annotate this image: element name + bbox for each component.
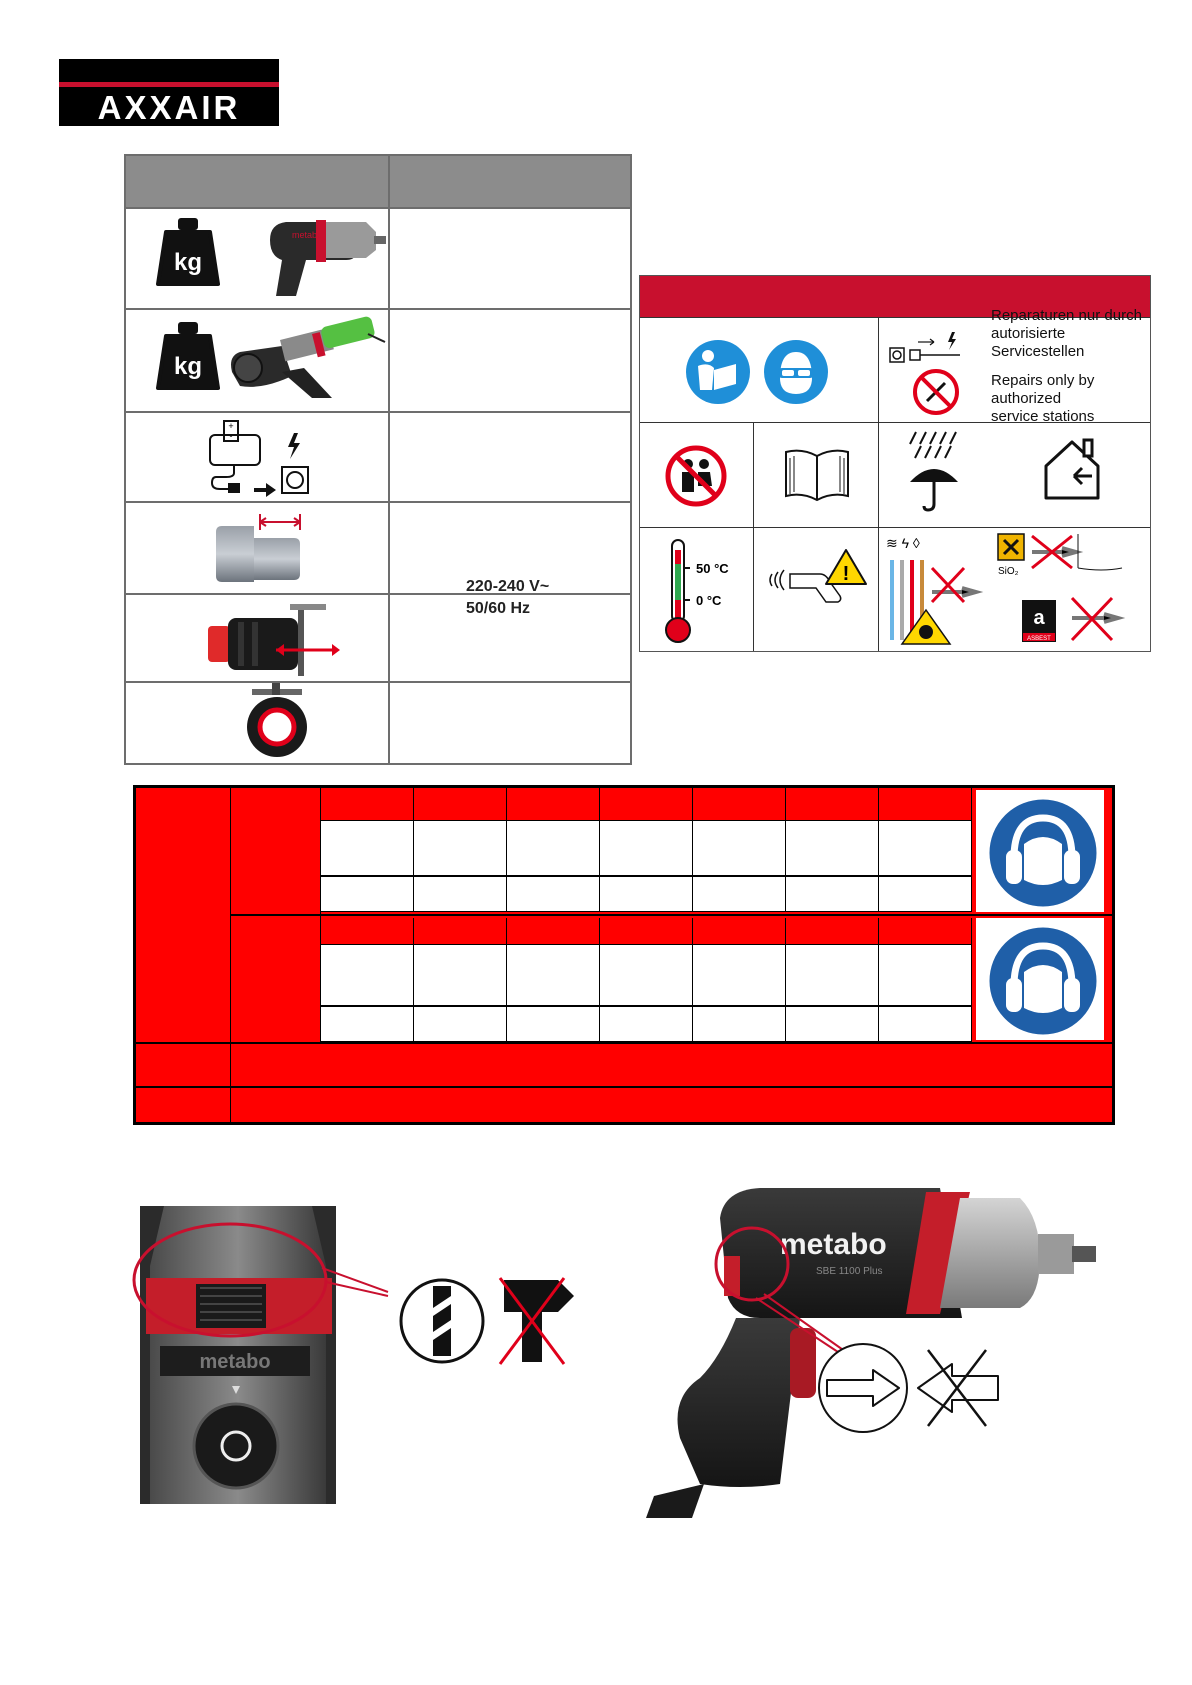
noise-table-cell (878, 1006, 972, 1042)
noise-table-gridline (878, 918, 879, 944)
logo-text: AXXAIR (97, 89, 241, 126)
spec-table (124, 154, 632, 765)
noise-table-cell (599, 944, 693, 1006)
noise-table-cell (692, 820, 786, 876)
noise-table-gridline (878, 788, 879, 820)
noise-table-cell (599, 1006, 693, 1042)
noise-table-cell (692, 944, 786, 1006)
svg-text:kg: kg (173, 249, 203, 276)
read-manual-icon (684, 338, 752, 406)
no-reverse-rotation-icon (912, 1346, 1002, 1430)
noise-table-gridline (785, 788, 786, 820)
indoor-use-icon (1040, 436, 1104, 502)
noise-table-cell (320, 1006, 414, 1042)
repair-notice-english (991, 372, 1150, 426)
noise-table-cell (878, 820, 972, 876)
forward-rotation-icon (815, 1340, 911, 1436)
repair-de-line2: autorisierte Servicestellen (991, 325, 1085, 360)
svg-text:-: - (229, 431, 233, 441)
direction-switch-highlight (714, 1224, 854, 1354)
plug-spark-icon (888, 328, 984, 368)
noise-table-cell (692, 876, 786, 912)
noise-table-gridline (230, 788, 231, 1122)
power-supply-icon (206, 417, 324, 499)
noise-table-gridline (320, 788, 321, 1036)
svg-text:metabo: metabo (292, 230, 323, 240)
hidden-lines-asbestos-warning-icon (882, 532, 1148, 648)
noise-table-cell (320, 944, 414, 1006)
warning-symbols-panel (639, 275, 1151, 652)
logo-red-line (59, 82, 279, 87)
noise-table-cell (878, 876, 972, 912)
noise-table-gridline (136, 1042, 1112, 1044)
no-self-repair-icon (912, 368, 960, 416)
noise-table-cell (692, 1006, 786, 1042)
drill-side-brand: metabo (780, 1228, 887, 1261)
noise-table-cell (413, 876, 507, 912)
supply-voltage: 220-240 V~ (466, 578, 550, 595)
noise-table-cell (599, 876, 693, 912)
repair-en-line1: Repairs only by authorized (991, 372, 1095, 407)
noise-table-cell (785, 944, 879, 1006)
feed-stroke-icon (198, 596, 348, 678)
noise-table-cell (785, 1006, 879, 1042)
noise-table-gridline (599, 918, 600, 944)
noise-table-gridline (971, 788, 972, 820)
drill-model-label: SBE 1100 Plus (816, 1266, 883, 1277)
weight-kg-icon (156, 322, 220, 390)
warning-divider (640, 527, 1150, 528)
noise-table-gridline (413, 788, 414, 820)
noise-table-cell (320, 820, 414, 876)
noise-table-gridline (599, 788, 600, 820)
svg-text:kg: kg (173, 353, 203, 380)
repair-de-line1: Reparaturen nur durch (991, 307, 1142, 324)
noise-table-gridline (506, 788, 507, 820)
supply-frequency: 50/60 Hz (466, 600, 531, 617)
spec-table-header (126, 156, 630, 209)
temperature-range-icon (658, 536, 752, 646)
spec-row-wall-thickness (126, 501, 630, 595)
spec-row-supply (126, 411, 630, 503)
noise-table-cell (413, 944, 507, 1006)
noise-table-cell (878, 944, 972, 1006)
temp-low-label: 0 °C (696, 593, 722, 608)
noise-table-gridline (785, 918, 786, 944)
noise-table-gridline (506, 918, 507, 944)
noise-table-gridline (971, 918, 972, 944)
ppe-icon-cell (974, 916, 1106, 1042)
machine-with-drill-image (222, 312, 387, 402)
noise-table-cell (506, 944, 600, 1006)
noise-table-gridline (413, 918, 414, 944)
warning-divider (878, 317, 879, 651)
noise-vibration-table (133, 785, 1115, 1125)
noise-table-cell (320, 876, 414, 912)
noise-table-cell (785, 876, 879, 912)
drill-image (256, 210, 386, 300)
noise-table-gridline (136, 1086, 1112, 1088)
noise-table-cell (599, 820, 693, 876)
noise-table-cell (506, 1006, 600, 1042)
no-hammer-mode-icon (498, 1276, 578, 1366)
ppe-icon-cell (974, 788, 1106, 914)
svg-text:≋ ϟ ◊: ≋ ϟ ◊ (886, 535, 920, 551)
noise-table-cell (506, 876, 600, 912)
noise-table-cell (785, 820, 879, 876)
manual-book-icon (782, 446, 852, 502)
wall-thickness-icon (210, 508, 310, 588)
noise-table-gridline (692, 788, 693, 820)
repair-en-line2: service stations (991, 408, 1095, 425)
noise-table-cell (413, 1006, 507, 1042)
noise-table-gridline (692, 918, 693, 944)
keep-dry-icon (902, 430, 966, 514)
temp-high-label: 50 °C (696, 561, 729, 576)
svg-text:!: ! (842, 563, 850, 585)
sio2-label: SiO₂ (998, 566, 1019, 577)
noise-table-cell (506, 820, 600, 876)
weight-kg-icon (156, 218, 220, 286)
noise-table-cell (413, 820, 507, 876)
mode-selector-highlight (130, 1220, 392, 1340)
eye-protection-icon (762, 338, 830, 406)
axxair-logo (59, 59, 279, 126)
drill-brand-text: metabo (199, 1351, 271, 1373)
drilling-mode-icon (397, 1276, 487, 1366)
warning-divider (753, 422, 754, 651)
clamp-ring-icon (222, 681, 332, 761)
repair-notice-german (991, 307, 1150, 361)
svg-text:a: a (1033, 607, 1045, 629)
hearing-protection-icon (984, 922, 1102, 1040)
no-children-icon (664, 444, 728, 508)
supply-voltage-value (466, 576, 549, 620)
asbest-label: ASBEST (1027, 636, 1051, 642)
hearing-protection-icon (984, 794, 1102, 912)
vibration-warning-icon (768, 544, 868, 608)
svg-text:+: + (228, 421, 234, 431)
